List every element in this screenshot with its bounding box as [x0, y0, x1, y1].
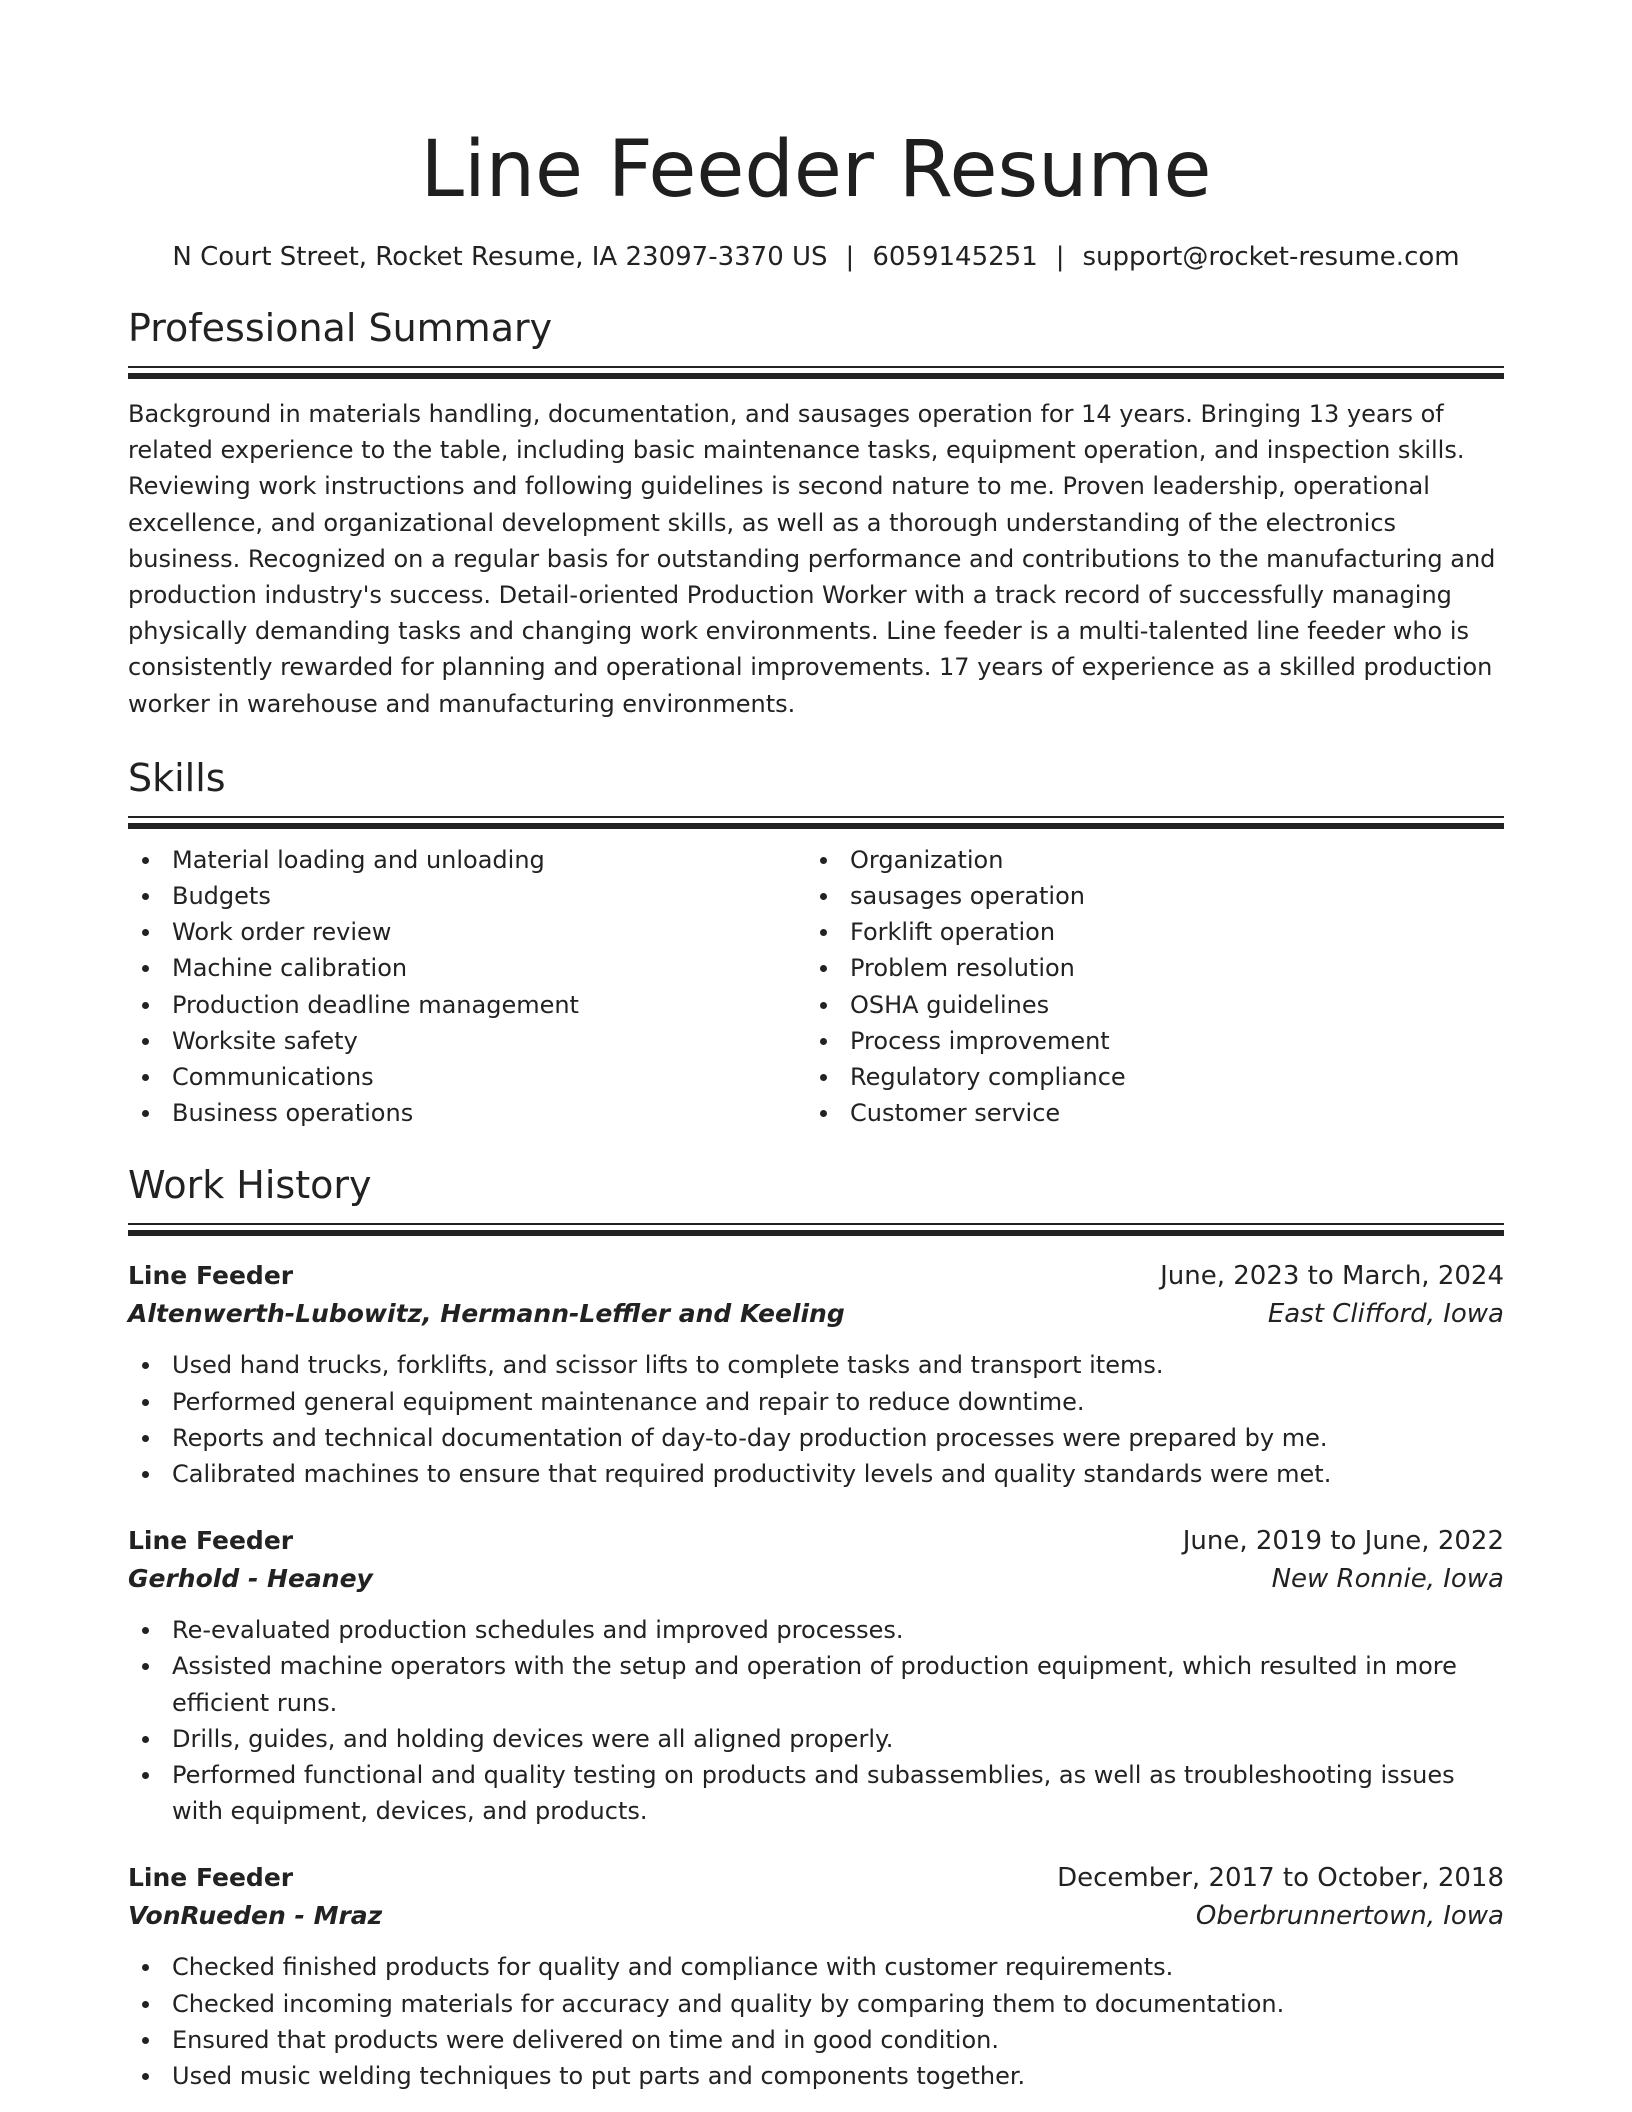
- job-company-row: [128, 1897, 1504, 1935]
- job-entry: [128, 1522, 1504, 1829]
- job-dates: June, 2023 to March, 2024: [1160, 1261, 1504, 1292]
- skill-item: Business operations: [128, 1095, 806, 1131]
- summary-heading: Professional Summary: [128, 306, 553, 350]
- job-company: VonRueden - Mraz: [128, 1901, 383, 1931]
- work-history-heading: Work History: [128, 1163, 372, 1208]
- skill-item: OSHA guidelines: [806, 987, 1484, 1023]
- work-history-section: [128, 1161, 1504, 2094]
- section-divider: [128, 1223, 1504, 1237]
- resume-page: [128, 0, 1504, 2094]
- skills-column-right: [806, 842, 1484, 1132]
- job-duty: Used music welding techniques to put parts and components together.: [128, 2058, 1504, 2094]
- skills-column-left: [128, 842, 806, 1132]
- job-duty: Checked incoming materials for accuracy and quality by comparing them to documentation.: [128, 1986, 1504, 2022]
- resume-title: Line Feeder Resume: [420, 125, 1212, 215]
- job-header-row: [128, 1522, 1504, 1560]
- skill-item: Machine calibration: [128, 950, 806, 986]
- contact-separator: |: [1055, 242, 1065, 272]
- skills-grid: [128, 842, 1504, 1132]
- job-company-row: [128, 1295, 1504, 1333]
- skill-item: Regulatory compliance: [806, 1059, 1484, 1095]
- section-divider: [128, 816, 1504, 830]
- job-location: Oberbrunnertown, Iowa: [1195, 1901, 1504, 1932]
- job-title: Line Feeder: [128, 1863, 294, 1893]
- job-company: Gerhold - Heaney: [128, 1564, 373, 1594]
- job-duties-list: [128, 1347, 1504, 1492]
- contact-phone: 6059145251: [872, 242, 1038, 272]
- job-duty: Calibrated machines to ensure that required productivity levels and quality standards were met.: [128, 1456, 1504, 1492]
- skills-heading: Skills: [128, 755, 226, 800]
- summary-section: [128, 304, 1504, 722]
- skills-section: [128, 754, 1504, 1132]
- job-company: Altenwerth-Lubowitz, Hermann-Leffler and Keeling: [128, 1299, 845, 1329]
- job-header-row: [128, 1859, 1504, 1897]
- skill-item: sausages operation: [806, 878, 1484, 914]
- skill-item: Forklift operation: [806, 914, 1484, 950]
- job-duty: Performed general equipment maintenance and repair to reduce downtime.: [128, 1384, 1504, 1420]
- job-duty: Checked finished products for quality and compliance with customer requirements.: [128, 1949, 1504, 1985]
- job-location: East Clifford, Iowa: [1267, 1299, 1504, 1330]
- job-dates: December, 2017 to October, 2018: [1057, 1863, 1504, 1894]
- job-entry: [128, 1257, 1504, 1492]
- skill-item: Work order review: [128, 914, 806, 950]
- job-title: Line Feeder: [128, 1261, 294, 1291]
- job-duties-list: [128, 1612, 1504, 1829]
- skill-item: Process improvement: [806, 1023, 1484, 1059]
- job-entry: [128, 1859, 1504, 2094]
- job-duty: Reports and technical documentation of day-to-day production processes were prepared by me.: [128, 1420, 1504, 1456]
- job-company-row: [128, 1560, 1504, 1598]
- skill-item: Budgets: [128, 878, 806, 914]
- section-divider: [128, 366, 1504, 380]
- skill-item: Problem resolution: [806, 950, 1484, 986]
- job-duty: Re-evaluated production schedules and improved processes.: [128, 1612, 1504, 1648]
- contact-separator: |: [845, 242, 855, 272]
- skill-item: Organization: [806, 842, 1484, 878]
- job-duty: Assisted machine operators with the setup and operation of production equipment, which resulted in more efficient runs.: [128, 1648, 1504, 1720]
- job-duty: Used hand trucks, forklifts, and scissor lifts to complete tasks and transport items.: [128, 1347, 1504, 1383]
- contact-line: [128, 240, 1504, 274]
- job-duty: Ensured that products were delivered on time and in good condition.: [128, 2022, 1504, 2058]
- contact-email[interactable]: support@rocket-resume.com: [1082, 242, 1460, 272]
- job-title: Line Feeder: [128, 1526, 294, 1556]
- job-duties-list: [128, 1949, 1504, 2094]
- job-header-row: [128, 1257, 1504, 1295]
- job-location: New Ronnie, Iowa: [1271, 1564, 1504, 1595]
- skill-item: Material loading and unloading: [128, 842, 806, 878]
- skill-item: Customer service: [806, 1095, 1484, 1131]
- job-duty: Performed functional and quality testing on products and subassemblies, as well as troubleshooting issues with equipment, devices, and products.: [128, 1757, 1504, 1829]
- contact-address: N Court Street, Rocket Resume, IA 23097-3370 US: [172, 242, 828, 272]
- job-dates: June, 2019 to June, 2022: [1182, 1526, 1504, 1557]
- job-duty: Drills, guides, and holding devices were all aligned properly.: [128, 1721, 1504, 1757]
- skill-item: Worksite safety: [128, 1023, 806, 1059]
- skill-item: Communications: [128, 1059, 806, 1095]
- skill-item: Production deadline management: [128, 987, 806, 1023]
- summary-text: Background in materials handling, documentation, and sausages operation for 14 years. Bringing 13 years of related experience to the table, including basic maintenance tasks, equipment operation, and inspection skills. Reviewing work instructions and following guidelines is second nature to me. Proven leadership, operational excellence, and organizational development skills, as well as a thorough understanding of the electronics business. Recognized on a regular basis for outstanding performance and contributions to the manufacturing and production industry's success. Detail-oriented Production Worker with a track record of successfully managing physically demanding tasks and changing work environments. Line feeder is a multi-talented line feeder who is consistently rewarded for planning and operational improvements. 17 years of experience as a skilled production worker in warehouse and manufacturing environments.: [128, 400, 1496, 718]
